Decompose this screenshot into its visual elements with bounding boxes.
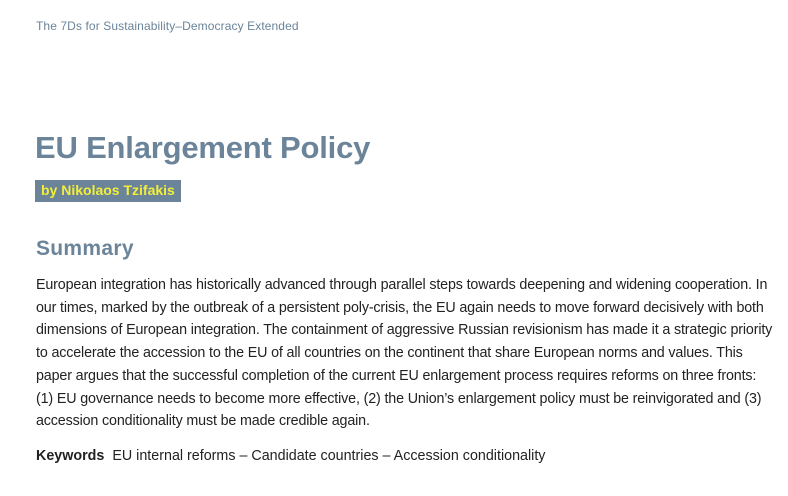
document-title: EU Enlargement Policy [35, 130, 371, 165]
keywords-line [36, 448, 545, 464]
series-title: The 7Ds for Sustainability–Democracy Extended [36, 19, 299, 33]
keywords-text: EU internal reforms – Candidate countries – Accession conditionality [112, 448, 546, 464]
author-byline: by Nikolaos Tzifakis [35, 180, 181, 202]
summary-heading: Summary [36, 237, 134, 260]
summary-paragraph: European integration has historically advanced through parallel steps towards deepening and widening cooperation. In our times, marked by the outbreak of a persistent poly-crisis, the EU again needs to move forward decisively with both dimensions of European integration. The containment of aggressive Russian revisionism has made it a strategic priority to accelerate the accession to the EU of all countries on the continent that share European norms and values. This paper argues that the successful completion of the current EU enlargement process requires reforms on three fronts: (1) EU governance needs to become more effective, (2) the Union’s enlargement policy must be reinvigorated and (3) accession conditionality must be made credible again. [36, 277, 773, 430]
keywords-label: Keywords [36, 448, 105, 464]
